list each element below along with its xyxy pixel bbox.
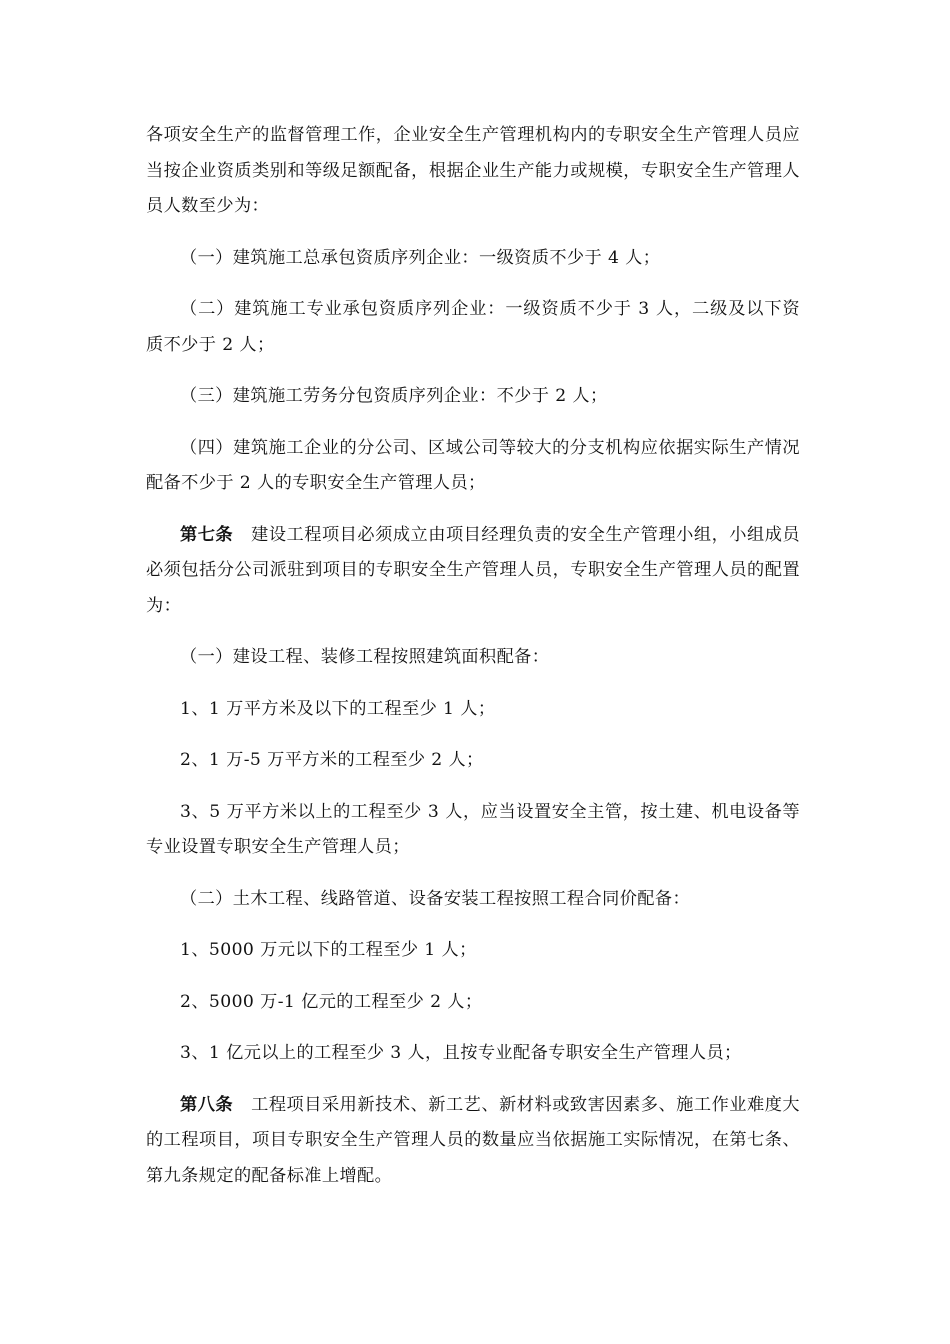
paragraph-14 bbox=[146, 1036, 800, 1072]
paragraph-text: （二）建筑施工专业承包资质序列企业：一级资质不少于 3 人，二级及以下资质不少于 2 人； bbox=[146, 299, 800, 355]
paragraph-text: （一）建筑施工总承包资质序列企业：一级资质不少于 4 人； bbox=[180, 247, 661, 268]
article-8 bbox=[146, 1088, 800, 1195]
paragraph-text: 2、1 万-5 万平方米的工程至少 2 人； bbox=[180, 750, 484, 770]
article-heading: 第八条 bbox=[180, 1094, 234, 1115]
paragraph-text: 3、5 万平方米以上的工程至少 3 人，应当设置安全主管，按土建、机电设备等专业设置专职安全生产管理人员； bbox=[146, 801, 800, 857]
paragraph-text: （四）建筑施工企业的分公司、区域公司等较大的分支机构应依据实际生产情况配备不少于 2 人的专职安全生产管理人员； bbox=[146, 437, 800, 493]
paragraph-text: 1、5000 万元以下的工程至少 1 人； bbox=[180, 940, 477, 960]
document-page bbox=[146, 118, 800, 1210]
paragraph-7 bbox=[146, 640, 800, 676]
paragraph-10 bbox=[146, 795, 800, 866]
paragraph-12 bbox=[146, 933, 800, 969]
paragraph-13 bbox=[146, 985, 800, 1021]
article-7 bbox=[146, 518, 800, 625]
paragraph-3 bbox=[146, 292, 800, 363]
paragraph-5 bbox=[146, 431, 800, 502]
paragraph-2 bbox=[146, 241, 800, 277]
paragraph-text: 建设工程项目必须成立由项目经理负责的安全生产管理小组，小组成员必须包括分公司派驻到项目的专职安全生产管理人员，专职安全生产管理人员的配置为： bbox=[146, 524, 801, 616]
paragraph-text: 2、5000 万-1 亿元的工程至少 2 人； bbox=[180, 991, 483, 1012]
paragraph-text: （二）土木工程、线路管道、设备安装工程按照工程合同价配备： bbox=[180, 888, 691, 909]
paragraph-text: 1、1 万平方米及以下的工程至少 1 人； bbox=[180, 698, 496, 719]
paragraph-text: （三）建筑施工劳务分包资质序列企业：不少于 2 人； bbox=[180, 386, 608, 406]
article-heading: 第七条 bbox=[180, 524, 234, 545]
paragraph-text: 各项安全生产的监督管理工作，企业安全生产管理机构内的专职安全生产管理人员应当按企业资质类别和等级足额配备，根据企业生产能力或规模，专职安全生产管理人员人数至少为： bbox=[146, 125, 800, 216]
paragraph-text: （一）建设工程、装修工程按照建筑面积配备： bbox=[180, 647, 550, 667]
paragraph-text: 3、1 亿元以上的工程至少 3 人，且按专业配备专职安全生产管理人员； bbox=[180, 1043, 742, 1063]
paragraph-4 bbox=[146, 379, 800, 415]
paragraph-11 bbox=[146, 882, 800, 918]
paragraph-1 bbox=[146, 118, 800, 225]
paragraph-9 bbox=[146, 743, 800, 779]
paragraph-text: 工程项目采用新技术、新工艺、新材料或致害因素多、施工作业难度大的工程项目，项目专职安全生产管理人员的数量应当依据施工实际情况，在第七条、第九条规定的配备标准上增配。 bbox=[146, 1094, 801, 1186]
paragraph-8 bbox=[146, 692, 800, 728]
